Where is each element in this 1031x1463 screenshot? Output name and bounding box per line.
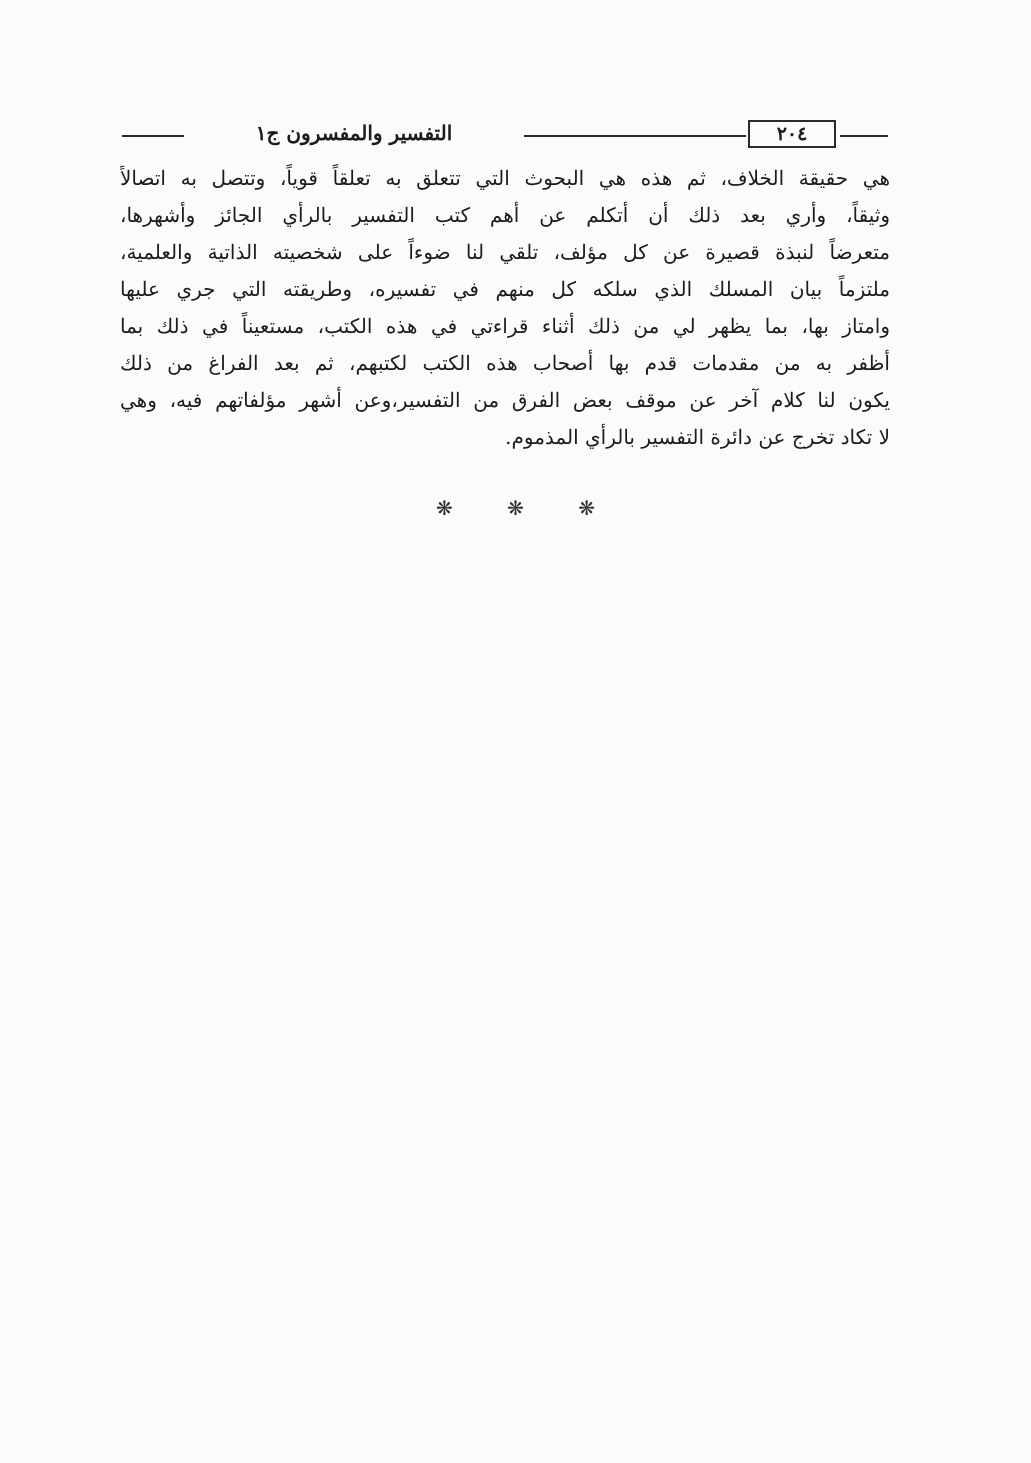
running-title: التفسير والمفسرون ج١ bbox=[255, 121, 453, 145]
text-line: أظفر به من مقدمات قدم بها أصحاب هذه الكتب لكتبهم، ثم بعد الفراغ من ذلك bbox=[120, 351, 890, 375]
header-rule-right bbox=[840, 135, 888, 137]
page-number: ٢٠٤ bbox=[748, 120, 836, 148]
text-line: يكون لنا كلام آخر عن موقف بعض الفرق من التفسير،وعن أشهر مؤلفاتهم فيه، وهي bbox=[120, 388, 890, 412]
text-line: ملتزماً بيان المسلك الذي سلكه كل منهم في تفسيره، وطريقته التي جري عليها bbox=[120, 277, 890, 301]
header-rule-left bbox=[122, 135, 184, 137]
text-line: متعرضاً لنبذة قصيرة عن كل مؤلف، تلقي لنا ضوءاً على شخصيته الذاتية والعلمية، bbox=[120, 240, 890, 264]
running-header bbox=[122, 118, 888, 152]
asterism-mark: ❋ bbox=[435, 496, 453, 520]
text-line: وامتاز بها، بما يظهر لي من ذلك أثناء قراءتي في هذه الكتب، مستعيناً في ذلك بما bbox=[120, 314, 890, 338]
text-line: وثيقاً، وأري بعد ذلك أن أتكلم عن أهم كتب التفسير بالرأي الجائز وأشهرها، bbox=[120, 203, 890, 227]
text-line: لا تكاد تخرج عن دائرة التفسير بالرأي المذموم. bbox=[505, 425, 890, 449]
asterism-mark: ❋ bbox=[578, 496, 595, 520]
body-paragraph bbox=[120, 160, 890, 456]
asterism-mark: ❋ bbox=[507, 496, 524, 520]
section-separator bbox=[0, 496, 1031, 520]
header-rule-middle bbox=[524, 135, 746, 137]
text-line: هي حقيقة الخلاف، ثم هذه هي البحوث التي تتعلق به تعلقاً قوياً، وتتصل به اتصالاً bbox=[120, 166, 890, 190]
